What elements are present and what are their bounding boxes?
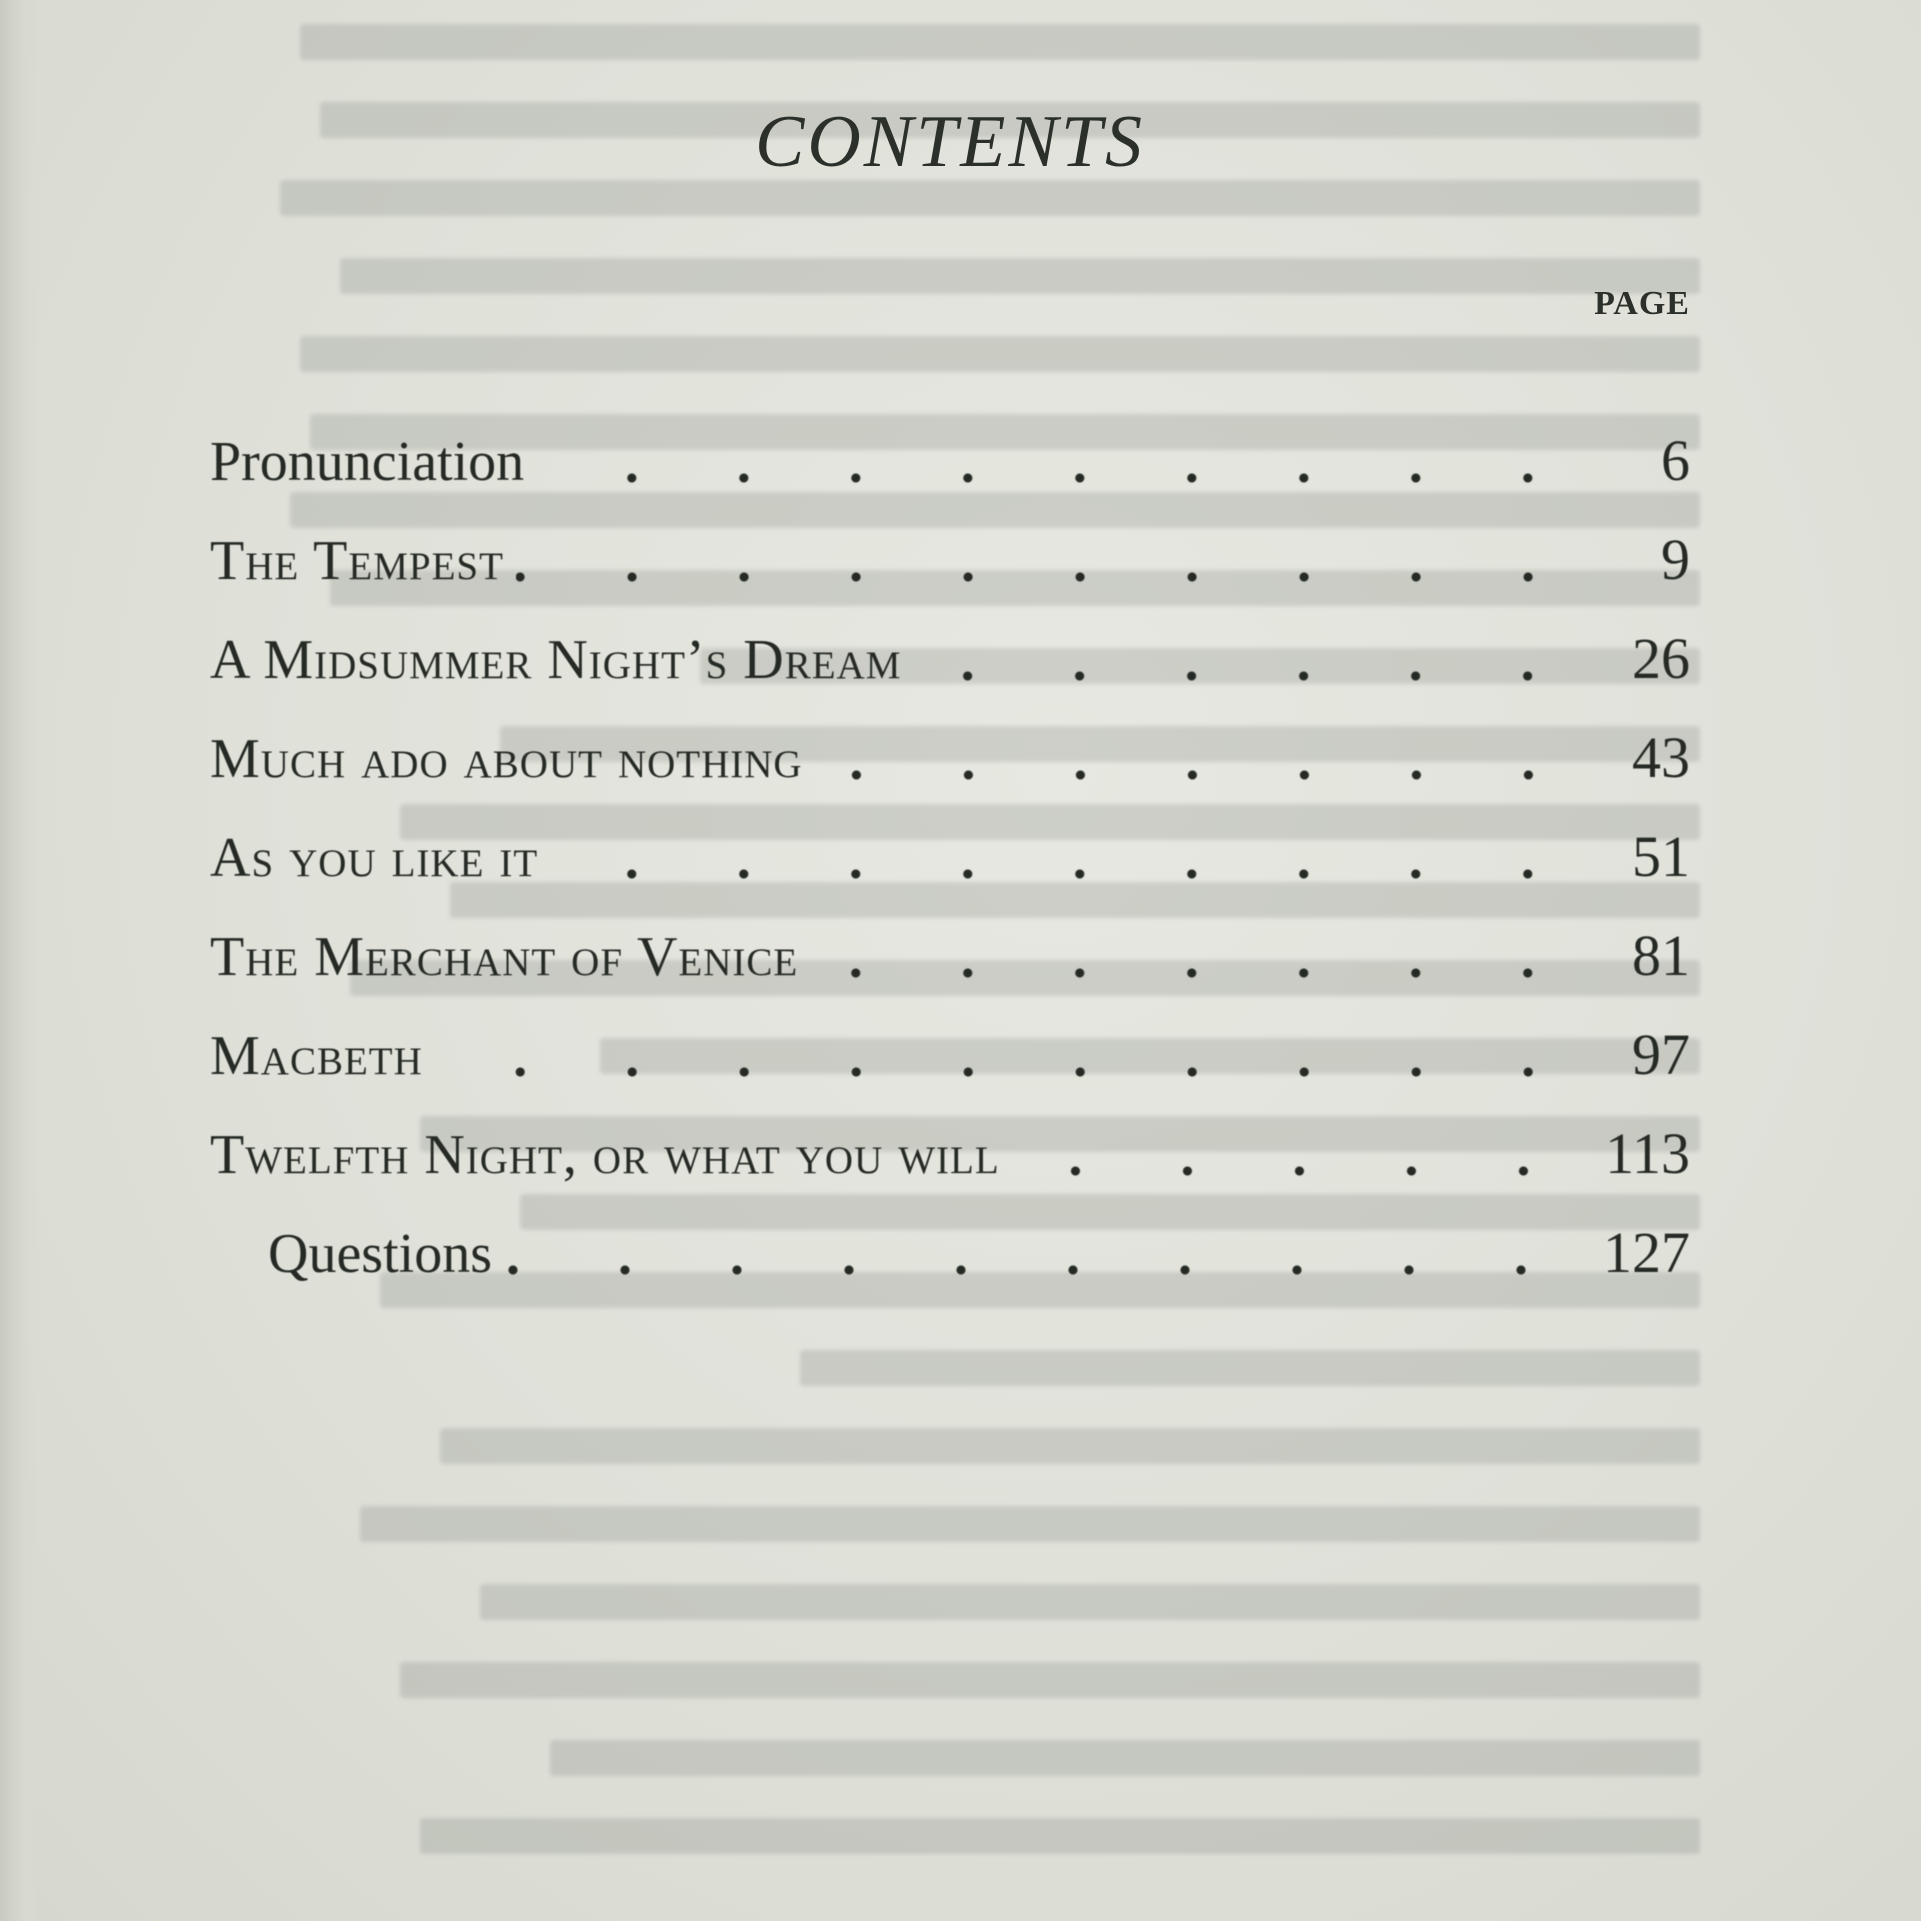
toc-entry-title: Pronunciation [210,431,525,493]
toc-entry-title: A Midsummer Night’s Dream [210,629,902,691]
toc-entry-page: 26 [1632,626,1690,691]
toc-entry-page: 127 [1603,1220,1690,1285]
dot-leader [435,1026,1592,1082]
dot-leader [913,630,1592,686]
toc-entry-twelfth-night[interactable] [210,1088,1690,1187]
toc-entry-title: Twelfth Night, or what you will [210,1124,1000,1186]
toc-entry-page: 43 [1632,725,1690,790]
toc-entry-questions[interactable] [210,1187,1690,1286]
toc-entry-title: As you like it [210,827,539,889]
dot-leader [550,828,1592,884]
toc-entry-macbeth[interactable] [210,989,1690,1088]
dot-leader [810,927,1592,983]
page-edge-shadow [0,0,40,1921]
toc-entry-page: 51 [1632,824,1690,889]
dot-leader [536,432,1592,488]
page-column-label: PAGE [1594,285,1690,322]
dot-leader [504,1224,1585,1280]
page-title: CONTENTS [754,101,1146,183]
toc-entry-title: The Merchant of Venice [210,926,799,988]
toc-entry-midsummer-nights-dream[interactable] [210,593,1690,692]
toc-entry-page: 81 [1632,923,1690,988]
toc-entry-much-ado[interactable] [210,692,1690,791]
contents-list [210,395,1690,1286]
dot-leader [815,729,1592,785]
toc-entry-as-you-like-it[interactable] [210,791,1690,890]
toc-entry-page: 9 [1661,527,1690,592]
toc-entry-merchant-of-venice[interactable] [210,890,1690,989]
toc-entry-title: Macbeth [210,1025,423,1087]
toc-entry-page: 97 [1632,1022,1690,1087]
toc-entry-title: Much ado about nothing [210,728,803,790]
dot-leader [1012,1125,1587,1181]
toc-entry-title: Questions [268,1223,492,1285]
toc-entry-page: 113 [1605,1121,1690,1186]
toc-entry-the-tempest[interactable] [210,494,1690,593]
toc-entry-title: The Tempest [210,530,504,592]
dot-leader [516,531,1592,587]
toc-entry-pronunciation[interactable] [210,395,1690,494]
toc-entry-page: 6 [1661,428,1690,493]
